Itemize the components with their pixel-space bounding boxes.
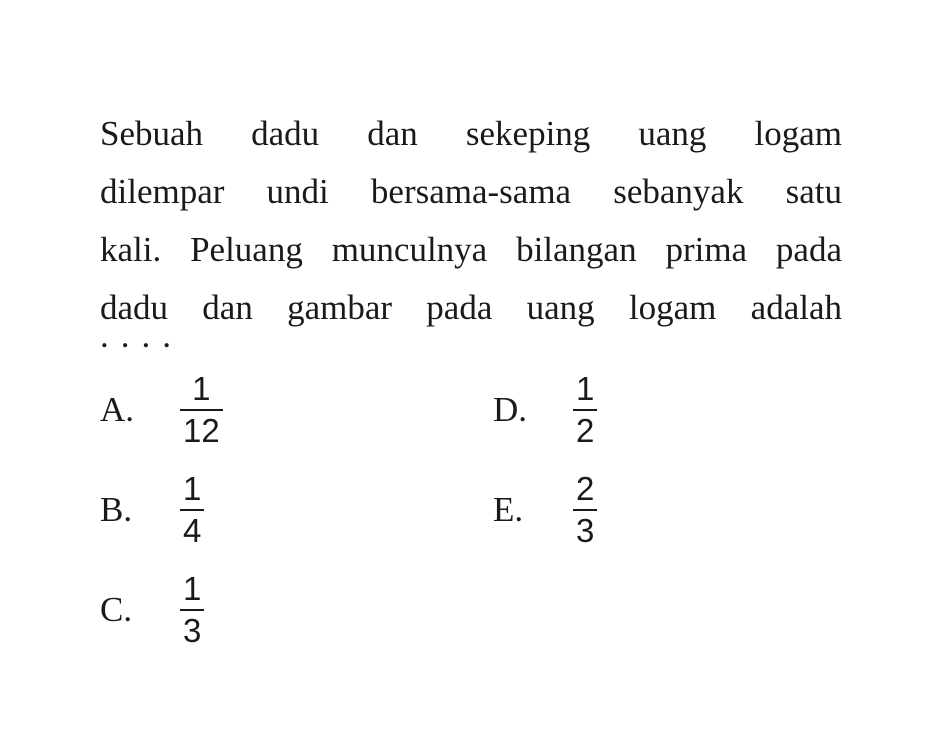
option-a-numerator: 1 (192, 370, 211, 407)
option-b-label: B. (100, 490, 133, 529)
question-line-1: Sebuah dadu dan sekeping uang logam (100, 114, 842, 153)
option-d-label: D. (493, 390, 528, 429)
option-e-label: E. (493, 490, 524, 529)
option-d-numerator: 1 (576, 370, 595, 407)
question-line-4: dadu dan gambar pada uang logam adalah (100, 288, 842, 327)
option-c-label: C. (100, 590, 133, 629)
option-c-denominator: 3 (183, 612, 202, 649)
option-c-numerator: 1 (183, 570, 202, 607)
option-d-fraction (573, 371, 597, 449)
question-line-2: dilempar undi bersama-sama sebanyak satu (100, 172, 842, 211)
option-b-fraction (180, 471, 204, 549)
question-text (100, 105, 842, 337)
question-ellipsis: .... (100, 316, 183, 355)
option-d[interactable] (493, 370, 597, 450)
option-e[interactable] (493, 470, 597, 550)
option-c-fraction (180, 571, 204, 649)
option-a-denominator: 12 (183, 412, 220, 449)
option-e-numerator: 2 (576, 470, 595, 507)
question-line-3: kali. Peluang munculnya bilangan prima pada (100, 230, 842, 269)
option-c[interactable] (100, 570, 204, 650)
option-e-fraction (573, 471, 597, 549)
option-a[interactable] (100, 370, 223, 450)
option-b-numerator: 1 (183, 470, 202, 507)
option-b[interactable] (100, 470, 204, 550)
option-e-denominator: 3 (576, 512, 595, 549)
option-d-denominator: 2 (576, 412, 595, 449)
option-a-fraction (180, 371, 223, 449)
option-a-label: A. (100, 390, 135, 429)
option-b-denominator: 4 (183, 512, 202, 549)
